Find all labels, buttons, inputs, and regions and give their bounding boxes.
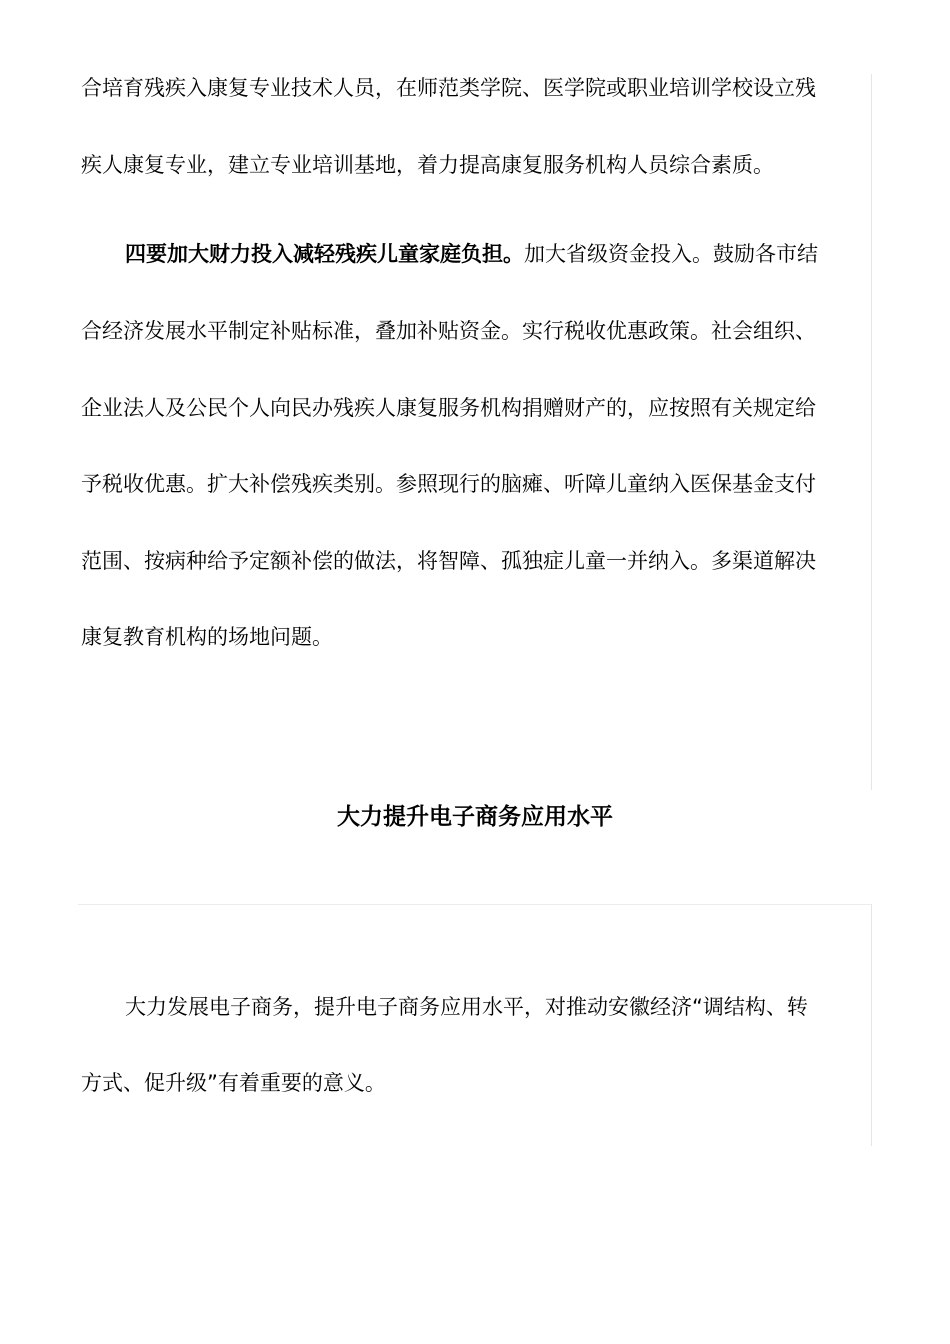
body-line: 合培育残疾入康复专业技术人员，在师范类学院、医学院或职业培训学校设立残 xyxy=(81,76,816,100)
section-heading: 大力提升电子商务应用水平 xyxy=(337,804,613,830)
body-line: 合经济发展水平制定补贴标准，叠加补贴资金。实行税收优惠政策。社会组织、 xyxy=(81,319,816,343)
paragraph-lead-bold: 四要加大财力投入减轻残疾儿童家庭负担。 xyxy=(125,242,524,266)
page-frame-right-lower xyxy=(871,904,872,1146)
body-line: 予税收优惠。扩大补偿残疾类别。参照现行的脑瘫、听障儿童纳入医保基金支付 xyxy=(81,472,816,496)
page-frame-top-lower xyxy=(78,904,872,905)
body-line: 方式、促升级”有着重要的意义。 xyxy=(81,1071,386,1095)
paragraph-lead-rest: 加大省级资金投入。鼓励各市结 xyxy=(524,242,818,266)
page-frame-right-upper xyxy=(871,74,872,790)
body-line: 企业法人及公民个人向民办残疾人康复服务机构捐赠财产的，应按照有关规定给 xyxy=(81,396,816,420)
body-line: 大力发展电子商务，提升电子商务应用水平，对推动安徽经济“调结构、转 xyxy=(125,995,808,1019)
body-line: 范围、按病种给予定额补偿的做法，将智障、孤独症儿童一并纳入。多渠道解决 xyxy=(81,549,816,573)
body-line: 疾人康复专业，建立专业培训基地，着力提高康复服务机构人员综合素质。 xyxy=(81,153,774,177)
body-line: 康复教育机构的场地问题。 xyxy=(81,625,333,649)
paragraph-four-first-line xyxy=(81,239,871,269)
